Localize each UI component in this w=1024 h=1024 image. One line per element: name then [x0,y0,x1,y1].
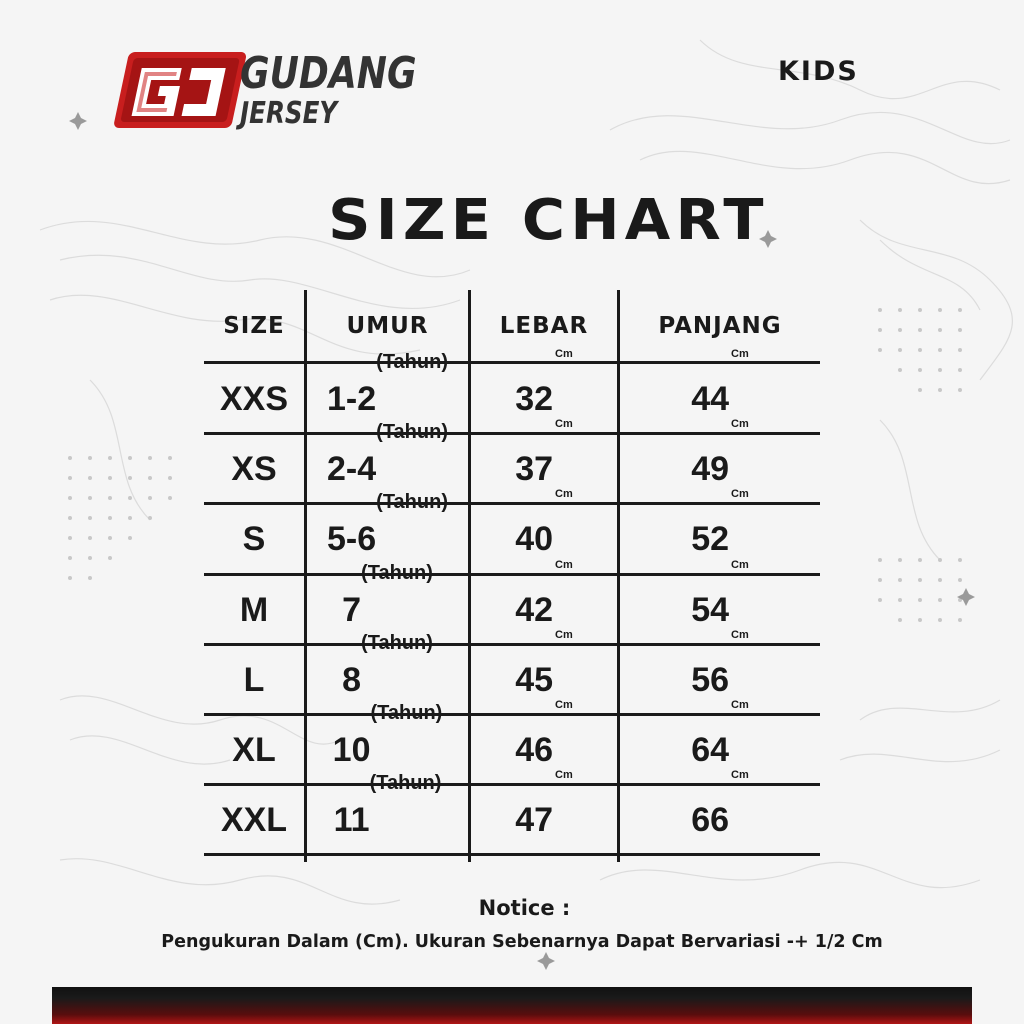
age-unit: (Tahun) [370,702,443,724]
lebar-cell [471,769,617,855]
lebar-value: 42 [515,591,554,629]
age-value: 1-2 [327,380,377,418]
lebar-value: 45 [515,661,554,699]
cm-unit: Cm [731,699,749,711]
size-cell: XXS [219,380,289,418]
cm-unit: Cm [555,629,573,641]
cm-unit: Cm [555,488,573,500]
age-unit: (Tahun) [369,772,442,794]
header-panjang: PANJANG [658,313,782,339]
table-row [204,699,820,785]
panjang-value: 49 [691,450,730,488]
cm-unit: Cm [731,488,749,500]
age-cell [307,772,468,855]
notice-text: Pengukuran Dalam (Cm). Ukuran Sebenarnya Dapat Bervariasi -+ 1/2 Cm [161,932,883,952]
size-cell: S [242,520,266,558]
age-value: 2-4 [327,450,377,488]
cm-unit: Cm [555,699,573,711]
age-unit: (Tahun) [361,562,433,584]
panjang-cell [620,559,820,645]
size-chart-table [204,290,820,862]
footer-gradient-bar [52,987,972,1024]
panjang-value: 56 [691,661,730,699]
cm-unit: Cm [731,418,749,430]
table-row [204,559,820,645]
page-title: SIZE CHART [328,188,769,253]
cm-unit: Cm [731,348,749,360]
table-row [204,418,820,504]
size-cell: M [239,591,269,629]
table-row [204,488,820,574]
age-value: 7 [342,591,362,629]
panjang-cell [620,348,820,434]
header-lebar: LEBAR [499,313,589,339]
notice-title: Notice : [478,896,571,920]
age-unit: (Tahun) [376,351,448,373]
cm-unit: Cm [555,769,573,781]
brand-name-line2: JERSEY [240,96,338,131]
brand-name-line1: GUDANG [240,48,417,99]
panjang-value: 64 [691,731,730,769]
panjang-cell [620,488,820,574]
category-label: KIDS [778,56,859,87]
panjang-value: 52 [691,520,730,558]
lebar-value: 46 [515,731,554,769]
lebar-cell [471,488,617,574]
table-row [204,348,820,434]
size-cell: XL [232,731,276,769]
cm-unit: Cm [731,559,749,571]
size-cell: XS [231,450,277,488]
cm-unit: Cm [731,629,749,641]
table-row [204,629,820,715]
lebar-value: 32 [515,380,554,418]
header-umur: UMUR [346,313,429,339]
age-value: 8 [342,661,362,699]
lebar-value: 47 [515,801,554,839]
lebar-cell [471,559,617,645]
age-value: 10 [332,731,371,769]
table-row [204,769,820,855]
panjang-value: 54 [691,591,730,629]
header-size: SIZE [223,313,285,339]
lebar-value: 37 [515,450,554,488]
age-unit: (Tahun) [376,421,448,443]
panjang-value: 66 [691,801,730,839]
panjang-cell [620,418,820,504]
panjang-cell [620,699,820,785]
lebar-cell [471,418,617,504]
cm-unit: Cm [555,559,573,571]
panjang-cell [620,769,820,855]
age-unit: (Tahun) [376,491,448,513]
lebar-cell [471,348,617,434]
size-cell: L [243,661,265,699]
cm-unit: Cm [731,769,749,781]
age-value: 11 [333,801,370,839]
lebar-cell [471,629,617,715]
panjang-cell [620,629,820,715]
age-value: 5-6 [327,520,377,558]
lebar-cell [471,699,617,785]
age-unit: (Tahun) [361,632,433,654]
panjang-value: 44 [691,380,730,418]
cm-unit: Cm [555,418,573,430]
cm-unit: Cm [555,348,573,360]
lebar-value: 40 [515,520,554,558]
size-cell: XXL [220,801,288,839]
